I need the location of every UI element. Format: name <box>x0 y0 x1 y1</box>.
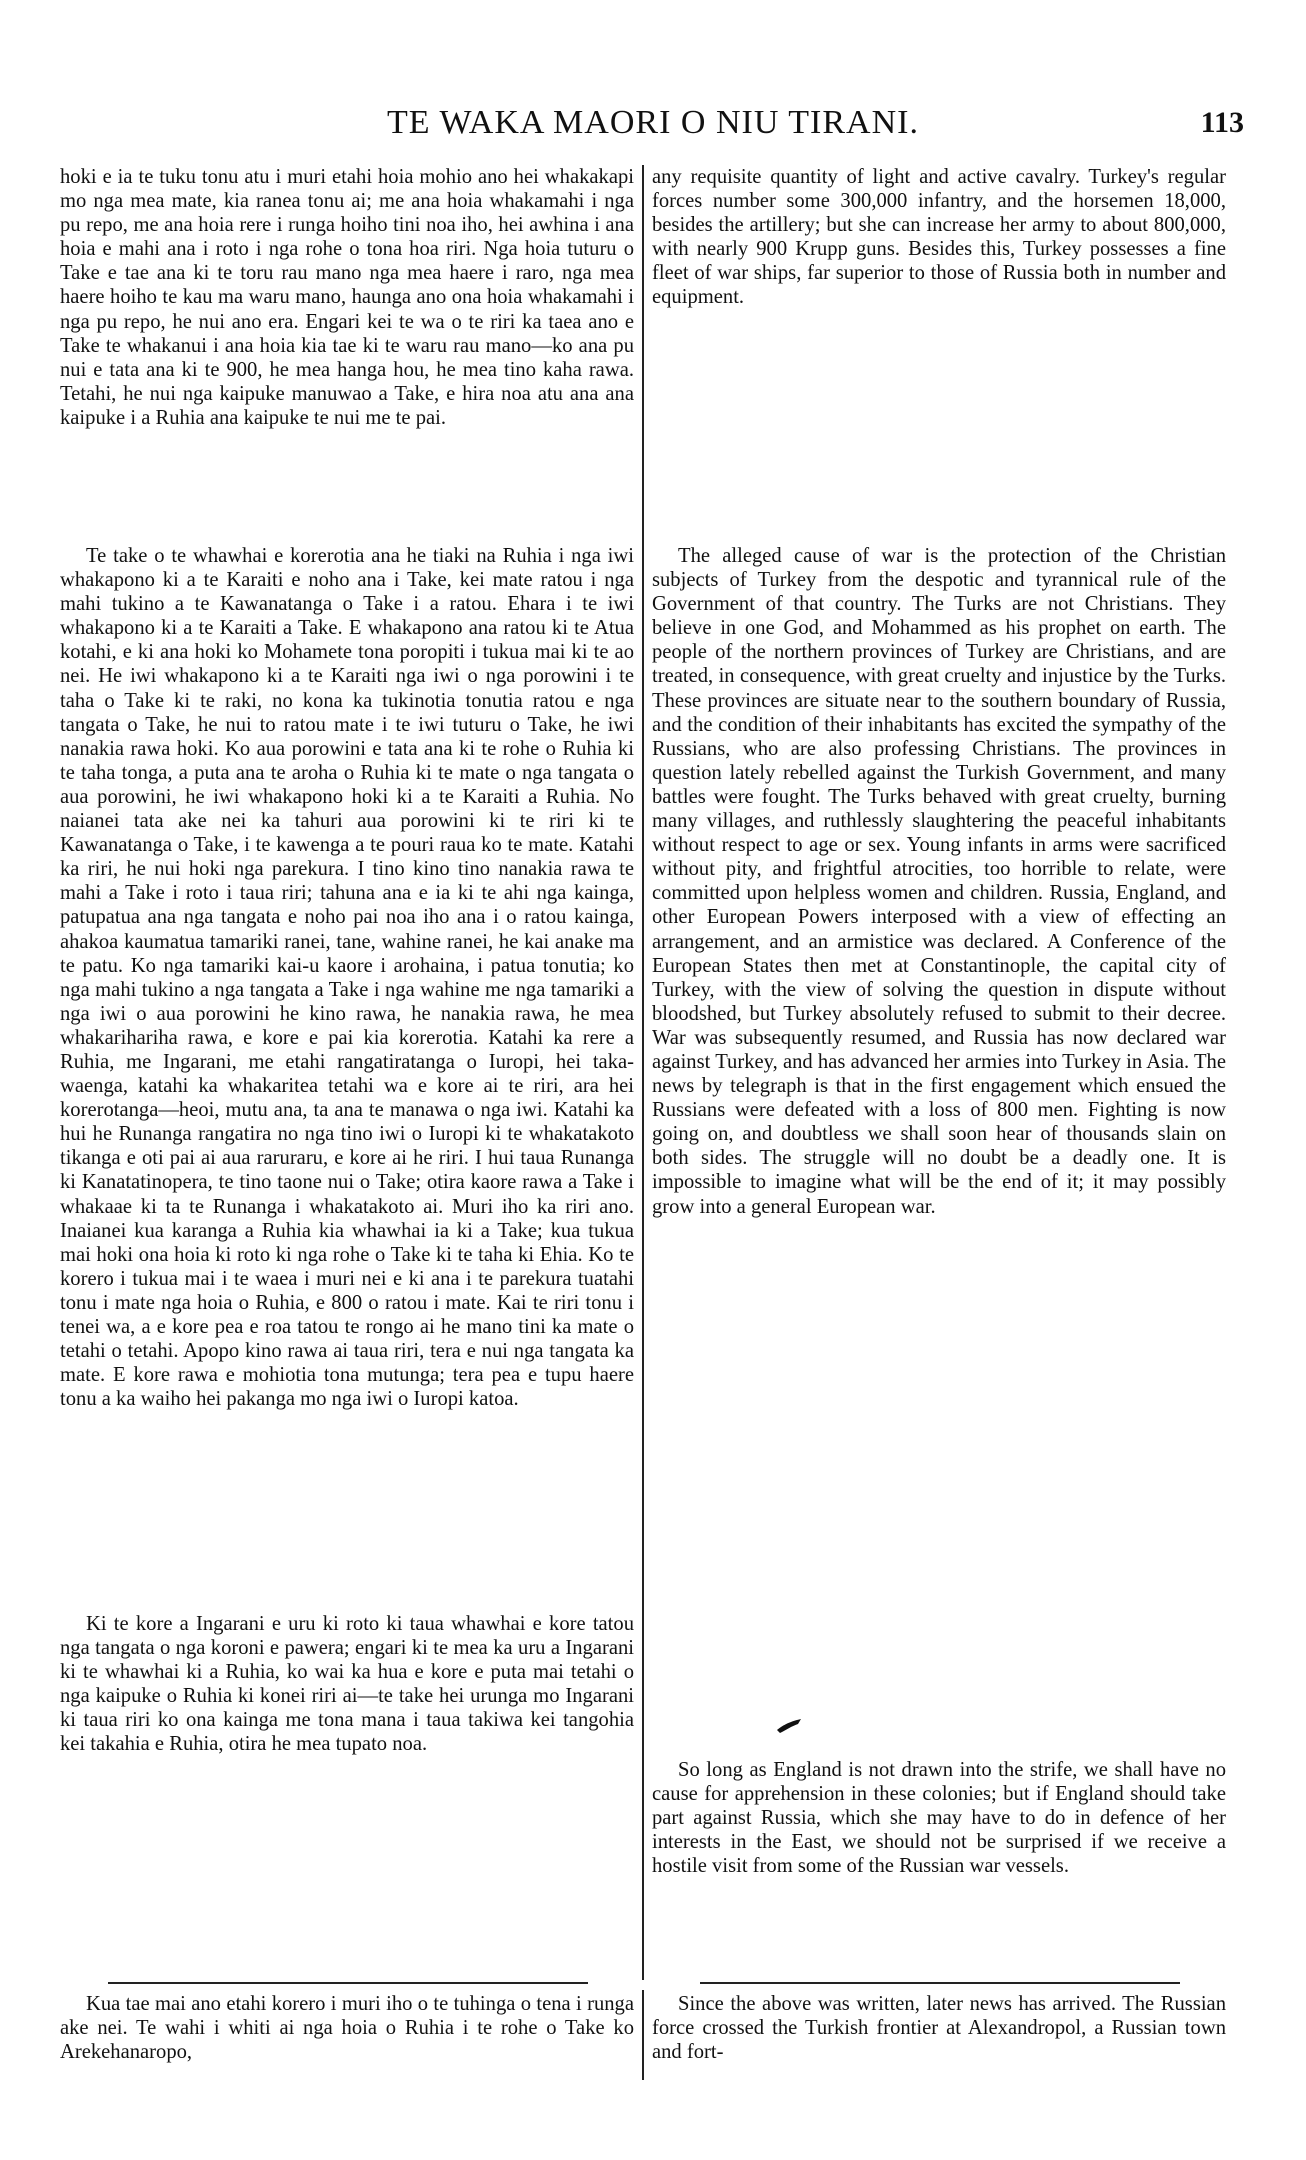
english-paragraph-1: any requisite quantity of light and active cavalry. Turkey's regular forces number some 300,000 infantry, and the horsemen 18,000, besides the artillery; but she can increase her army to about 800,000, with nearly 900 Krupp guns. Besides this, Turkey possesses a fine fleet of war ships, far superior to those of Russia both in number and equipment. <box>652 166 1226 309</box>
maori-paragraph-4: Kua tae mai ano etahi korero i muri iho o te tuhinga o tena i runga ake nei. Te wahi i whiti ai nga hoia o Ruhia i te rohe o Take ko Arekehanaropo, <box>60 1993 634 2064</box>
english-paragraph-4: Since the above was written, later news has arrived. The Russian force crossed the Turkish frontier at Alexandropol, a Russian town and fort- <box>652 1993 1226 2064</box>
english-paragraph-2: The alleged cause of war is the protection of the Christian subjects of Turkey from the despotic and tyrannical rule of the Government of that country. The Turks are not Christians. They believe in one God, and Mohammed as his prophet on earth. The people of the northern provinces of Turkey are Christians, and are treated, in consequence, with great cruelty and injustice by the Turks. These provinces are situate near to the southern boundary of Russia, and the condition of their inhabitants has excited the sympathy of the Russians, who are also professing Christians. The provinces in question lately rebelled against the Turkish Government, and many battles were fought. The Turks behaved with great cruelty, burning many villages, and ruthlessly slaughtering the peaceful inhabitants without respect to age or sex. Young infants in arms were sacrificed without pity, and frightful atrocities, too horrible to relate, were committed upon helpless women and children. Russia, England, and other European Powers interposed with a view of effecting an arrangement, and an armistice was declared. A Conference of the European States then met at Constantinople, the capital city of Turkey, with the view of solving the question in dispute without bloodshed, but Turkey absolutely refused to submit to their decree. War was subsequently resumed, and Russia has now declared war against Turkey, and has advanced her armies into Turkey in Asia. The news by telegraph is that in the first engagement which ensued the Russians were defeated with a loss of 800 men. Fighting is now going on, and doubtless we shall soon hear of thousands slain on both sides. The struggle will no doubt be a deadly one. It is impossible to imagine what will be the end of it; it may possibly grow into a general European war. <box>652 545 1226 1218</box>
page-header <box>0 100 1306 150</box>
maori-paragraph-1: hoki e ia te tuku tonu atu i muri etahi hoia mohio ano hei whakakapi mo nga mea mate, kia ranea tonu ai; me ana hoia whakamahi i nga pu repo, me ana hoia rere i runga hoiho tini noa iho, hei awhina i ana hoia e mahi ana i roto i nga rohe o tona hoa riri. Nga hoia tuturu o Take e tae ana ki te toru rau mano nga mea haere i raro, nga mea haere hoiho te kau ma waru mano, haunga ano ona hoia whakamahi i nga pu repo, he nui ano era. Engari kei te wa o te riri ka taea ano e Take te whakanui i ana hoia kia tae ki te waru rau mano—ko ana pu nui e tata ana ki te 900, he mea hanga hou, he mea tino kaha rawa. Tetahi, he nui nga kaipuke manuwao a Take, e hira noa atu ana ana kaipuke i a Ruhia ana kaipuke te nui me te pai. <box>60 166 634 429</box>
column-divider-bottom <box>642 1990 644 2080</box>
english-paragraph-3: So long as England is not drawn into the strife, we shall have no cause for apprehension in these colonies; but if England should take part against Russia, which she may have to do in defence of her interests in the East, we should not be surprised if we receive a hostile visit from some of the Russian war vessels. <box>652 1759 1226 1878</box>
section-rule-right <box>700 1982 1180 1984</box>
ink-mark <box>776 1718 802 1734</box>
page-title: TE WAKA MAORI O NIU TIRANI. <box>387 104 919 141</box>
maori-paragraph-2: Te take o te whawhai e korerotia ana he tiaki na Ruhia i nga iwi whakapono ki a te Karaiti e noho ana i Take, kei mate ratou i nga mahi tukino a te Kawanatanga o Take i a ratou. Ehara i te iwi whakapono ki a te Karaiti a Take. E whakapono ana ratou ki te Atua kotahi, e ki ana hoki ko Mohamete tona poropiti i tukua mai ki te ao nei. He iwi whakapono ki a te Karaiti nga iwi o nga porowini i te taha o Take ki te raki, no kona ka tukinotia tonutia ratou e nga tangata o Take, he nui to ratou mate i te iwi tuturu o Take, he iwi nanakia rawa hoki. Ko aua porowini e tata ana ki te rohe o Ruhia ki te taha tonga, a puta ana te aroha o Ruhia ki te mate o nga tangata o aua porowini, he iwi whakapono hoki ki a te Karaiti a Ruhia. No naianei tata ake nei ka tahuri aua porowini ki te riri ki te Kawanatanga o Take, i te kawenga a te pouri raua ko te mate. Katahi ka riri, he nui hoki nga parekura. I tino kino tino nanakia rawa te mahi a Take i roto i taua riri; tahuna ana e ia ki te ahi nga kainga, patupatua ana nga tangata e noho pai noa iho ana i o ratou kainga, ahakoa kaumatua tamariki ranei, tane, wahine ranei, he kai anake ma te patu. Ko nga tamariki kai-u kaore i arohaina, i patua tonutia; ko nga mahi tukino a nga tangata a Take i nga wahine me nga tamariki a nga iwi o aua porowini he kino rawa, he nanakia rawa, he mea whakarihariha rawa, e kore e pai kia korerotia. Katahi ka rere a Ruhia, me Ingarani, me etahi rangatiratanga o Iuropi, hei taka-waenga, katahi ka whakaritea tetahi wa e kore ai te riri, ara hei korerotanga—heoi, mutu ana, ta ana te manawa o nga iwi. Katahi ka hui he Runanga rangatira no nga tino iwi o Iuropi ki te whakatakoto tikanga e oti pai ai aua raruraru, e kore ai he riri. I hui taua Runanga ki Kanatatinopera, te tino taone nui o Take; otira kaore rawa a Take i whakaae ki ta te Runanga i whakatakoto ai. Muri iho ka riri ano. Inaianei kua karanga a Ruhia kia whawhai ia ki a Take; kua tukua mai hoki ona hoia ki roto ki nga rohe o Take ki te taha ki Ehia. Ko te korero i tukua mai i te waea i muri nei e ki ana i te parekura tuatahi tonu i mate nga hoia o Ruhia, e 800 o ratou i mate. Kai te riri tonu i tenei wa, a e kore pea e roa tatou te rongo ai he mano tini ka mate o tetahi o tetahi. Apopo kino rawa ai taua riri, tera e nui nga tangata ka mate. E kore rawa e mohiotia tona mutunga; tera pea e tupu haere tonu a ka waiho hei pakanga mo nga iwi o Iuropi katoa. <box>60 545 634 1411</box>
page-number: 113 <box>1200 106 1244 139</box>
section-rule-left <box>108 1982 588 1984</box>
column-divider <box>642 165 644 1980</box>
maori-paragraph-3: Ki te kore a Ingarani e uru ki roto ki taua whawhai e kore tatou nga tangata o nga koroni e pawera; engari ki te mea ka uru a Ingarani ki te whawhai ki a Ruhia, ko wai ka hua e kore e puta mai tetahi o nga kaipuke o Ruhia ki konei riri ai—te take hei urunga mo Ingarani ki taua riri ko ona kainga me tona mana i taua takiwa kei tangohia kei takahia e Ruhia, otira he mea tupato noa. <box>60 1613 634 1756</box>
